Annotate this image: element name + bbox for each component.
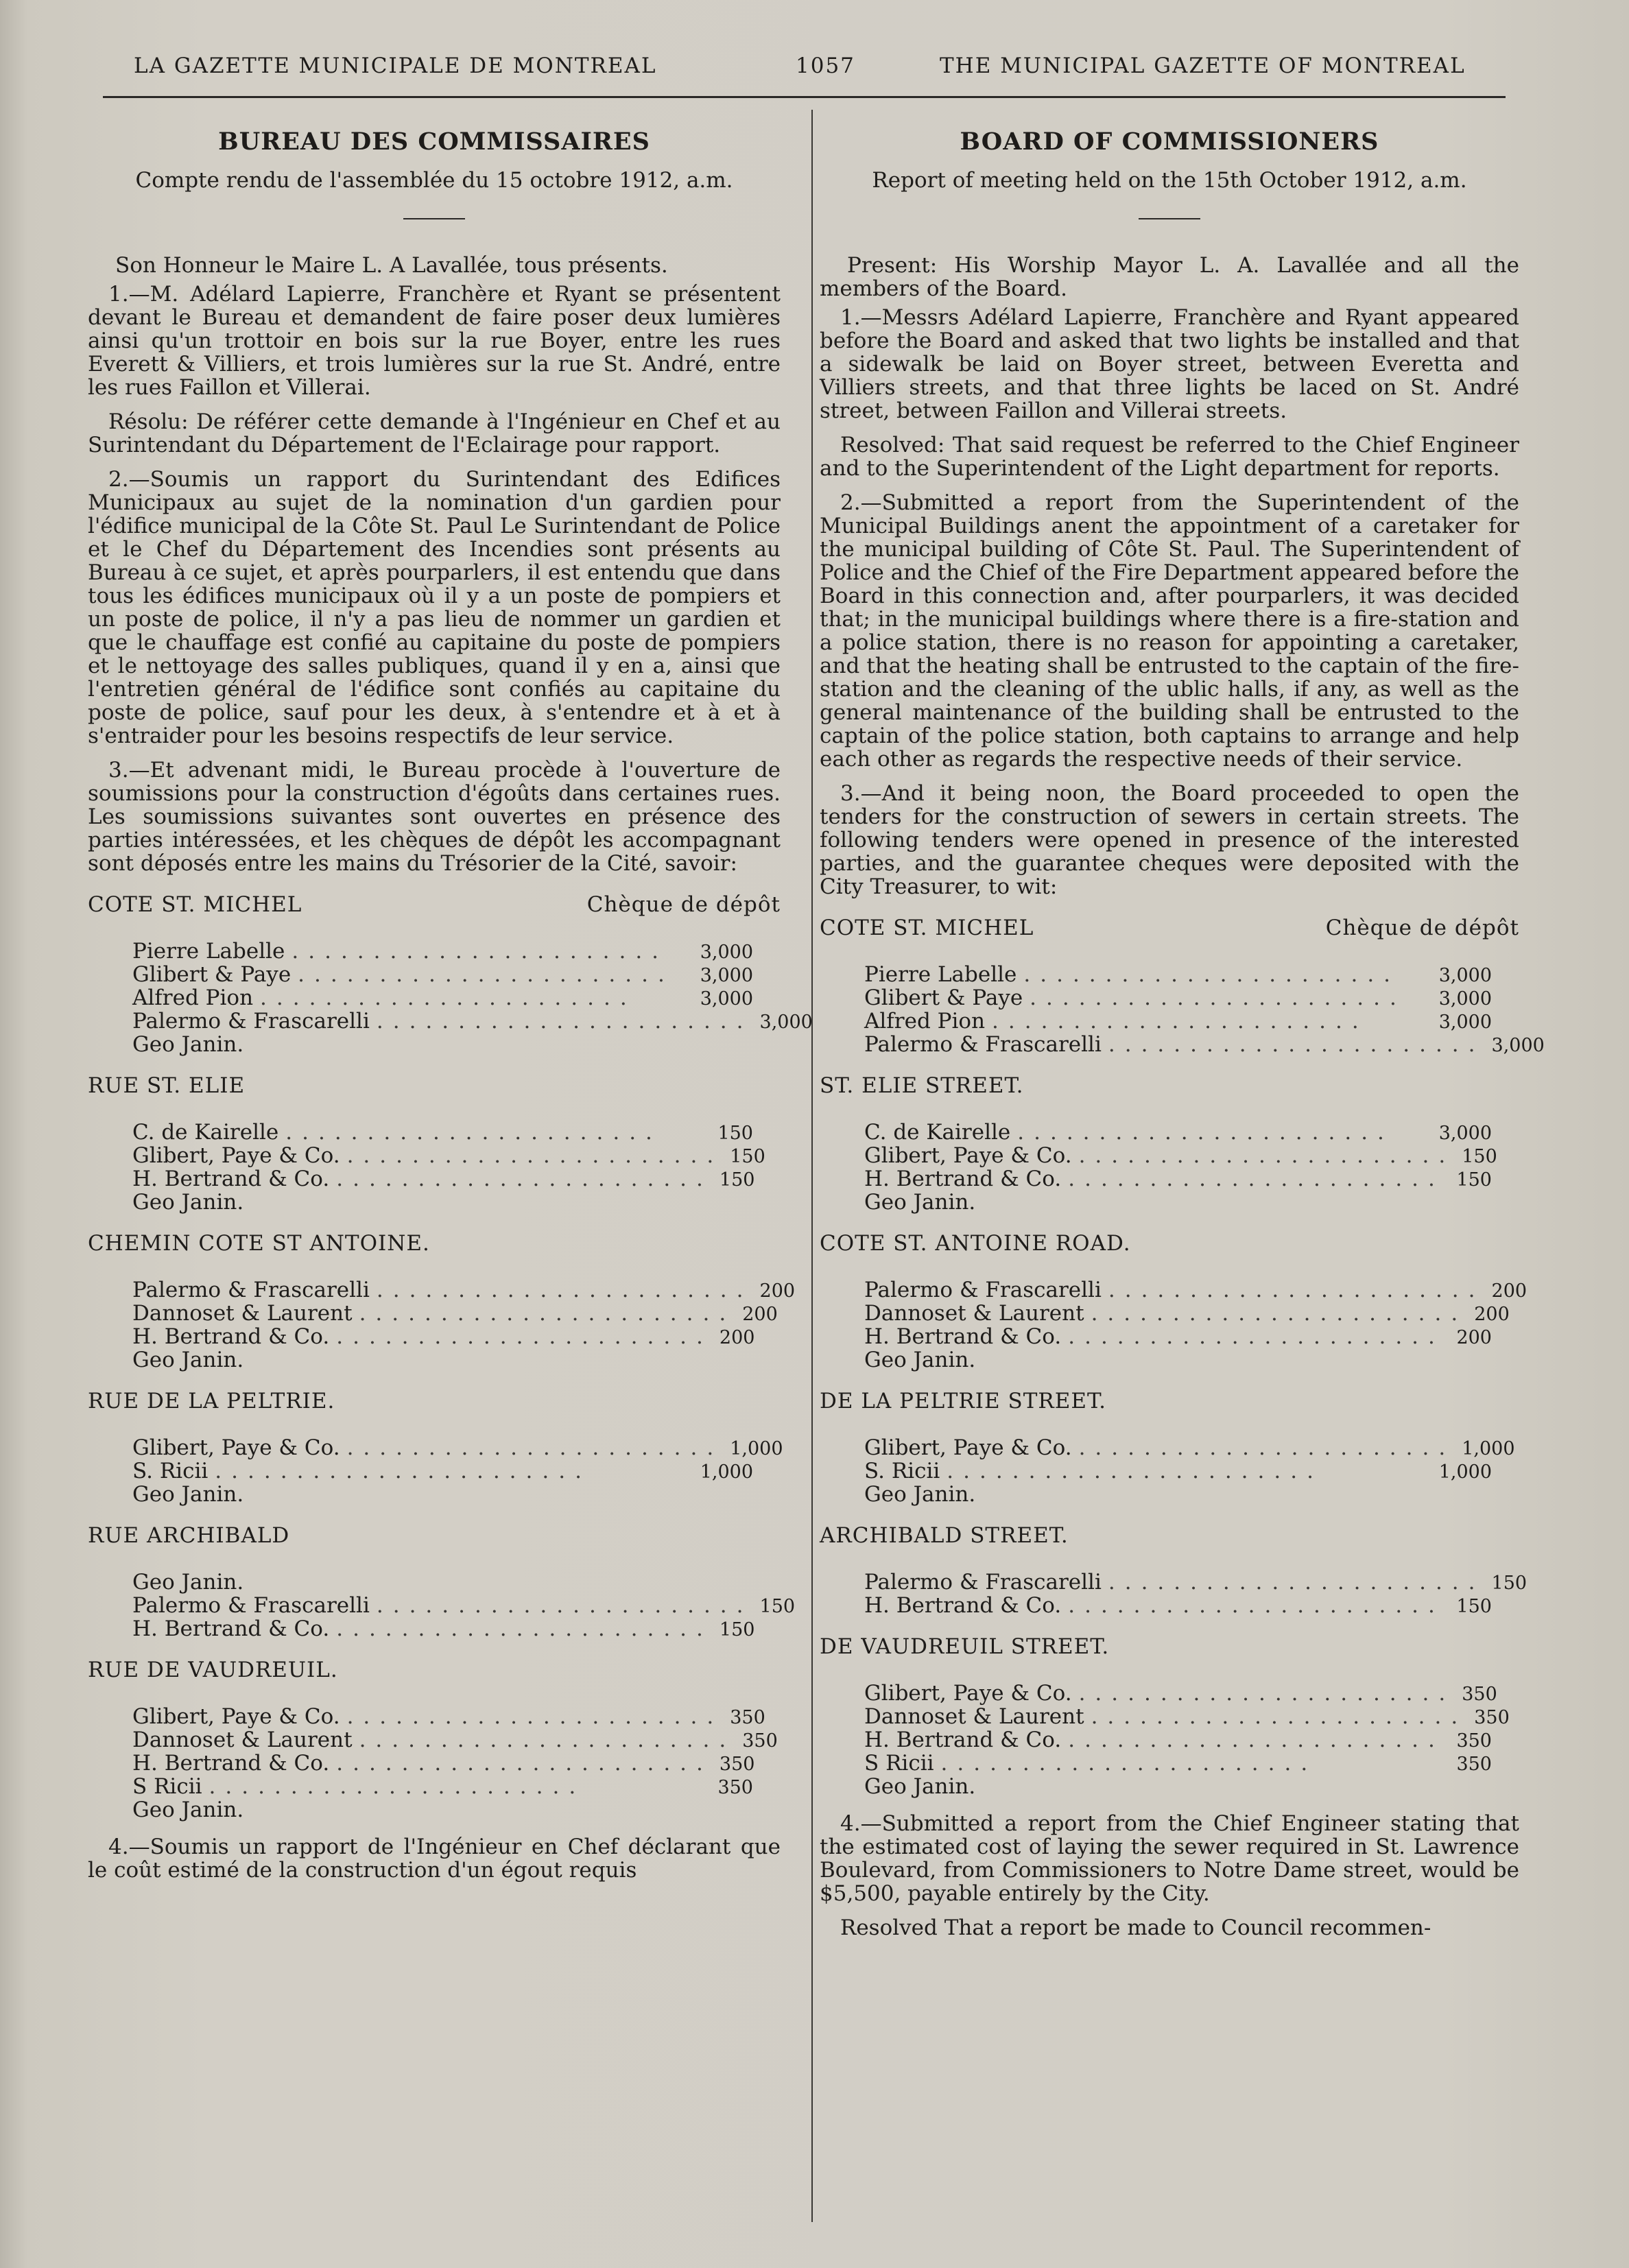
deposit-amount: 3,000 — [759, 1012, 813, 1033]
street-name: COTE ST. MICHEL — [820, 916, 1034, 940]
tenderer-name: H. Bertrand & Co. — [132, 1751, 330, 1776]
deposit-amount: 200 — [719, 1327, 755, 1348]
deposit-amount: 150 — [719, 1169, 755, 1191]
tender-row — [88, 1302, 781, 1325]
french-attendance: Son Honneur le Maire L. A Lavallée, tous présents. — [115, 253, 668, 278]
tenderer-name: Geo Janin. — [864, 1774, 976, 1799]
deposit-amount: 3,000 — [1438, 965, 1492, 986]
english-title: BOARD OF COMMISSIONERS — [960, 128, 1379, 156]
tenderer-name: C. de Kairelle — [864, 1120, 1011, 1145]
tender-group — [88, 1705, 781, 1822]
leader-dots: ....................... — [1023, 962, 1401, 987]
tender-row — [88, 1798, 781, 1822]
street-heading — [88, 1232, 781, 1255]
deposit-amount: 3,000 — [1438, 1012, 1492, 1033]
tenderer-name: S Ricii — [864, 1751, 934, 1776]
street-heading — [820, 916, 1519, 940]
tenderer-name: S. Ricii — [864, 1459, 940, 1483]
tenderer-name: Dannoset & Laurent — [864, 1301, 1084, 1326]
tender-row — [88, 1033, 781, 1056]
deposit-amount: 150 — [759, 1596, 796, 1617]
tender-row — [88, 1752, 781, 1775]
tenderer-name: Alfred Pion — [132, 986, 254, 1010]
tender-group — [88, 1278, 796, 1372]
leader-dots: ....................... — [1091, 1301, 1468, 1326]
tender-row — [820, 1682, 1519, 1705]
tenderer-name: Pierre Labelle — [864, 962, 1017, 987]
tenderer-name: Glibert, Paye & Co. — [132, 1143, 340, 1168]
deposit-amount: 350 — [717, 1777, 753, 1798]
tender-row — [820, 1728, 1519, 1752]
english-item-3: 3.—And it being noon, the Board proceeded to open the tenders for the construction of sewers in certain streets. The following tenders were opened in presence of the interested parties, and the guarantee cheques were deposited with the City Treasurer, to wit: — [820, 781, 1519, 899]
tenderer-name: C. de Kairelle — [132, 1120, 279, 1145]
street-name: DE LA PELTRIE STREET. — [820, 1389, 1106, 1413]
tenderer-name: H. Bertrand & Co. — [132, 1616, 330, 1641]
leader-dots: ....................... — [292, 939, 669, 964]
tender-row — [820, 1775, 1519, 1798]
street-name: ST. ELIE STREET. — [820, 1073, 1024, 1098]
deposit-amount: 3,000 — [1438, 988, 1492, 1010]
tenderer-name: H. Bertrand & Co. — [864, 1593, 1062, 1618]
street-name: CHEMIN COTE ST ANTOINE. — [88, 1231, 430, 1256]
tender-group — [820, 1436, 1519, 1506]
tenderer-name: Palermo & Frascarelli — [864, 1278, 1102, 1302]
tender-row — [88, 1348, 781, 1372]
tender-row — [88, 1483, 781, 1506]
tender-row — [820, 1325, 1519, 1348]
tender-row — [820, 1302, 1519, 1325]
title-rule — [403, 218, 465, 219]
deposit-amount: 3,000 — [700, 988, 753, 1010]
tender-row — [88, 1571, 781, 1594]
tender-row — [820, 1167, 1519, 1191]
tenderer-name: Glibert, Paye & Co. — [864, 1681, 1072, 1706]
street-heading — [820, 1524, 1519, 1547]
leader-dots: ....................... — [1068, 1728, 1444, 1752]
tender-row — [88, 940, 781, 963]
tender-row — [88, 1325, 781, 1348]
tender-group — [820, 962, 1545, 1057]
deposit-amount: 150 — [1456, 1596, 1492, 1617]
cheque-column-label: Chèque de dépôt — [586, 892, 781, 917]
header-right-title: THE MUNICIPAL GAZETTE OF MONTREAL — [940, 53, 1466, 78]
tender-row — [88, 1191, 781, 1214]
tenderer-name: Geo Janin. — [132, 1190, 244, 1215]
tenderer-name: Alfred Pion — [864, 1009, 986, 1034]
leader-dots: ....................... — [215, 1459, 591, 1483]
tenderer-name: Glibert, Paye & Co. — [132, 1704, 340, 1729]
leader-dots: ....................... — [1108, 1032, 1485, 1057]
tender-group — [820, 1121, 1519, 1214]
deposit-amount: 200 — [742, 1304, 778, 1325]
deposit-amount: 150 — [1462, 1146, 1497, 1167]
street-heading — [820, 1635, 1519, 1658]
tender-row — [88, 1617, 781, 1640]
english-item-4: 4.—Submitted a report from the Chief Engineer stating that the estimated cost of laying the sewer required in St. Lawrence Boulevard, from Commissioners to Notre Dame street, would be $5,500, payable entirely by the City. — [820, 1811, 1519, 1906]
leader-dots: ....................... — [1108, 1570, 1485, 1595]
deposit-amount: 350 — [719, 1754, 755, 1775]
deposit-amount: 1,000 — [700, 1461, 753, 1483]
leader-dots: ....................... — [260, 986, 637, 1010]
tender-row — [88, 986, 781, 1010]
tender-row — [88, 1593, 796, 1618]
tenderer-name: S. Ricii — [132, 1459, 209, 1483]
deposit-amount: 150 — [717, 1123, 753, 1144]
tenderer-name: H. Bertrand & Co. — [132, 1167, 330, 1191]
english-attendance: Present: His Worship Mayor L. A. Lavallée and all the members of the Board. — [820, 253, 1519, 301]
tenderer-name: Dannoset & Laurent — [132, 1301, 353, 1326]
deposit-amount: 350 — [1474, 1707, 1510, 1728]
tenderer-name: H. Bertrand & Co. — [132, 1324, 330, 1349]
street-heading — [820, 1389, 1519, 1413]
tenderer-name: Geo Janin. — [132, 1032, 244, 1057]
tender-row — [820, 1191, 1519, 1214]
tender-group — [88, 1121, 781, 1214]
leader-dots: ....................... — [1068, 1593, 1444, 1618]
deposit-amount: 3,000 — [1438, 1123, 1492, 1144]
french-column — [88, 120, 813, 1893]
header-rule — [103, 96, 1506, 98]
tenderer-name: Palermo & Frascarelli — [132, 1278, 370, 1302]
leader-dots: ....................... — [298, 962, 674, 987]
leader-dots: ....................... — [376, 1593, 753, 1618]
english-item-1: 1.—Messrs Adélard Lapierre, Franchère and Ryant appeared before the Board and asked that two lights be installed and that a sidewalk be laid on Boyer street, between Everetta and Villiers streets, and that three lights be laced on St. André street, between Faillon and Villerai streets. — [820, 305, 1519, 423]
deposit-amount: 150 — [719, 1619, 755, 1640]
tenderer-name: Glibert & Paye — [132, 962, 292, 987]
deposit-amount: 1,000 — [1462, 1438, 1515, 1459]
deposit-amount: 350 — [742, 1730, 778, 1752]
tender-row — [820, 986, 1519, 1010]
french-item-2: 2.—Soumis un rapport du Surintendant des Edifices Municipaux au sujet de la nomination d'un gardien pour l'édifice municipal de la Côte St. Paul Le Surintendant de Police et le Chef du Département des Incendies sont présents au Bureau à ce sujet, et après pourparlers, il est entendu que dans tous les édifices municipaux où il y a un poste de pompiers et un poste de police, il n'y a pas lieu de nommer un gardien et que le chauffage est confié au capitaine du poste de pompiers et le nettoyage des salles publiques, quand il y en a, ainsi que l'entretien général de l'édifice sont confiés au capitaine du poste de police, sauf pour les deux, à s'entendre et à et à s'entraider pour les besoins respectifs de leur service. — [88, 467, 781, 748]
tender-group — [88, 1436, 781, 1506]
deposit-amount: 150 — [1491, 1573, 1527, 1594]
header-left-title: LA GAZETTE MUNICIPALE DE MONTREAL — [134, 53, 657, 78]
tenderer-name: Geo Janin. — [132, 1482, 244, 1507]
tenderer-name: Geo Janin. — [864, 1190, 976, 1215]
tender-row — [88, 1775, 781, 1798]
tenderer-name: Geo Janin. — [132, 1348, 244, 1372]
tender-row — [820, 1348, 1519, 1372]
deposit-amount: 200 — [1474, 1304, 1510, 1325]
tenderer-name: Palermo & Frascarelli — [864, 1032, 1102, 1057]
tender-group — [820, 1278, 1527, 1372]
street-heading — [88, 1389, 781, 1413]
leader-dots: ....................... — [1068, 1324, 1444, 1349]
tender-row — [820, 1010, 1519, 1033]
leader-dots: ....................... — [346, 1435, 724, 1460]
tender-group — [88, 1570, 796, 1641]
leader-dots: ....................... — [376, 1009, 753, 1034]
tender-row — [88, 1009, 813, 1034]
tenderer-name: Dannoset & Laurent — [864, 1704, 1084, 1729]
tenderer-name: Geo Janin. — [132, 1798, 244, 1822]
tenderer-name: Geo Janin. — [864, 1348, 976, 1372]
english-item-1-resolution: Resolved: That said request be referred to the Chief Engineer and to the Superintendent of the Light department for reports. — [820, 433, 1519, 481]
leader-dots: ....................... — [1078, 1681, 1455, 1706]
tenderer-name: Glibert, Paye & Co. — [864, 1143, 1072, 1168]
tender-group — [88, 939, 813, 1057]
deposit-amount: 350 — [1456, 1754, 1492, 1775]
title-rule — [1139, 218, 1200, 219]
deposit-amount: 150 — [1456, 1169, 1492, 1191]
tender-row — [820, 1144, 1519, 1167]
street-heading — [88, 1074, 781, 1097]
deposit-amount: 350 — [730, 1707, 765, 1728]
french-title: BUREAU DES COMMISSAIRES — [218, 128, 650, 156]
tender-row — [88, 1278, 796, 1302]
deposit-amount: 3,000 — [700, 965, 753, 986]
leader-dots: ....................... — [376, 1278, 753, 1302]
leader-dots: ....................... — [336, 1167, 713, 1191]
street-name: RUE DE VAUDREUIL. — [88, 1658, 338, 1682]
leader-dots: ....................... — [1030, 986, 1406, 1010]
leader-dots: ....................... — [346, 1143, 724, 1168]
cheque-column-label: Chèque de dépôt — [1325, 916, 1519, 940]
tender-row — [820, 1752, 1519, 1775]
tender-row — [820, 963, 1519, 986]
english-item-4-resolution: Resolved That a report be made to Council recommen- — [840, 1915, 1431, 1940]
leader-dots: ....................... — [336, 1324, 713, 1349]
street-name: RUE ST. ELIE — [88, 1073, 246, 1098]
leader-dots: ....................... — [336, 1751, 713, 1776]
deposit-amount: 200 — [1491, 1280, 1527, 1302]
tenderer-name: Palermo & Frascarelli — [132, 1593, 370, 1618]
tenderer-name: Glibert, Paye & Co. — [864, 1435, 1072, 1460]
deposit-amount: 3,000 — [700, 942, 753, 963]
tenderer-name: Glibert, Paye & Co. — [132, 1435, 340, 1460]
tenderer-name: S Ricii — [132, 1774, 202, 1799]
street-heading — [88, 1524, 781, 1547]
english-item-2: 2.—Submitted a report from the Superintendent of the Municipal Buildings anent the appointment of a caretaker for the municipal building of Côte St. Paul. The Superintendent of Police and the Chief of the Fire Department appeared before the Board in this connection and, after pourparlers, it was decided that; in the municipal buildings where there is a fire-station and a police station, there is no reason for appointing a caretaker, and that the heating shall be entrusted to the captain of the fire-station and the cleaning of the ublic halls, if any, as well as the general maintenance of the building shall be entrusted to the captain of the police station, both captains to arrange and help each other as regards the respective needs of their service. — [820, 490, 1519, 772]
tenderer-name: Glibert & Paye — [864, 986, 1023, 1010]
leader-dots: ....................... — [1078, 1435, 1455, 1460]
street-name: RUE ARCHIBALD — [88, 1523, 290, 1548]
tenderer-name: Palermo & Frascarelli — [864, 1570, 1102, 1595]
tender-row — [820, 1121, 1519, 1144]
tenderer-name: H. Bertrand & Co. — [864, 1728, 1062, 1752]
tender-row — [88, 1167, 781, 1191]
tender-group — [820, 1682, 1519, 1798]
leader-dots: ....................... — [1091, 1704, 1468, 1729]
french-item-3: 3.—Et advenant midi, le Bureau procède à l'ouverture de soumissions pour la construction d'égoûts dans certaines rues. Les soumissions suivantes sont ouvertes en présence des parties intéressées, et les chèques de dépôt les accompagnant sont déposés entre les mains du Trésorier de la Cité, savoir: — [88, 758, 781, 876]
leader-dots: ....................... — [992, 1009, 1368, 1034]
tenderer-name: Geo Janin. — [132, 1570, 244, 1595]
leader-dots: ....................... — [1068, 1167, 1444, 1191]
street-heading — [820, 1232, 1519, 1255]
tender-row — [820, 1594, 1519, 1617]
street-name: RUE DE LA PELTRIE. — [88, 1389, 335, 1413]
deposit-amount: 200 — [1456, 1327, 1492, 1348]
column-divider — [811, 110, 813, 2222]
french-subtitle: Compte rendu de l'assemblée du 15 octobre 1912, a.m. — [135, 168, 733, 193]
tender-row — [820, 1570, 1527, 1595]
tender-group — [820, 1570, 1527, 1618]
leader-dots: ....................... — [359, 1301, 736, 1326]
leader-dots: ....................... — [1108, 1278, 1485, 1302]
leader-dots: ....................... — [1017, 1120, 1394, 1145]
street-name: ARCHIBALD STREET. — [820, 1523, 1069, 1548]
deposit-amount: 150 — [730, 1146, 765, 1167]
street-name: DE VAUDREUIL STREET. — [820, 1634, 1110, 1659]
deposit-amount: 350 — [1462, 1684, 1497, 1705]
french-item-1: 1.—M. Adélard Lapierre, Franchère et Ryant se présentent devant le Bureau et demandent de faire poser deux lumières ainsi qu'un trottoir en bois sur la rue Boyer, entre les rues Everett & Villiers, et trois lumières sur la rue St. André, entre les rues Faillon et Villerai. — [88, 282, 781, 400]
tender-row — [88, 1121, 781, 1144]
leader-dots: ....................... — [346, 1704, 724, 1729]
tender-row — [88, 1436, 781, 1459]
tenderer-name: Palermo & Frascarelli — [132, 1009, 370, 1034]
french-tenders — [88, 892, 813, 1822]
leader-dots: ....................... — [1078, 1143, 1455, 1168]
street-heading — [88, 1658, 781, 1682]
tenderer-name: Geo Janin. — [864, 1482, 976, 1507]
english-tenders — [820, 916, 1545, 1799]
leader-dots: ....................... — [285, 1120, 662, 1145]
english-subtitle: Report of meeting held on the 15th October 1912, a.m. — [872, 168, 1467, 193]
street-heading — [88, 893, 781, 916]
deposit-amount: 200 — [759, 1280, 796, 1302]
street-heading — [820, 1074, 1519, 1097]
deposit-amount: 350 — [1456, 1730, 1492, 1752]
leader-dots: ....................... — [359, 1728, 736, 1752]
english-column — [820, 120, 1545, 1950]
tender-row — [88, 1144, 781, 1167]
tenderer-name: Pierre Labelle — [132, 939, 285, 964]
tender-row — [820, 1278, 1527, 1302]
deposit-amount: 1,000 — [730, 1438, 783, 1459]
tender-row — [820, 1459, 1519, 1483]
tender-row — [820, 1436, 1519, 1459]
leader-dots: ....................... — [336, 1616, 713, 1641]
street-name: COTE ST. ANTOINE ROAD. — [820, 1231, 1131, 1256]
tenderer-name: Dannoset & Laurent — [132, 1728, 353, 1752]
leader-dots: ....................... — [209, 1774, 586, 1799]
page-number: 1057 — [796, 53, 855, 78]
leader-dots: ....................... — [947, 1459, 1323, 1483]
tender-row — [820, 1483, 1519, 1506]
tender-row — [88, 1459, 781, 1483]
deposit-amount: 3,000 — [1491, 1035, 1545, 1056]
tender-row — [820, 1032, 1545, 1057]
french-item-4: 4.—Soumis un rapport de l'Ingénieur en Chef déclarant que le coût estimé de la construction d'un égout requis — [88, 1835, 781, 1883]
tender-row — [88, 1705, 781, 1728]
tender-row — [88, 1728, 781, 1752]
leader-dots: ....................... — [940, 1751, 1318, 1776]
french-item-1-resolution: Résolu: De référer cette demande à l'Ingénieur en Chef et au Surintendant du Département de l'Eclairage pour rapport. — [88, 409, 781, 457]
tenderer-name: H. Bertrand & Co. — [864, 1324, 1062, 1349]
deposit-amount: 1,000 — [1438, 1461, 1492, 1483]
tenderer-name: H. Bertrand & Co. — [864, 1167, 1062, 1191]
street-name: COTE ST. MICHEL — [88, 892, 302, 917]
tender-row — [88, 963, 781, 986]
tender-row — [820, 1705, 1519, 1728]
